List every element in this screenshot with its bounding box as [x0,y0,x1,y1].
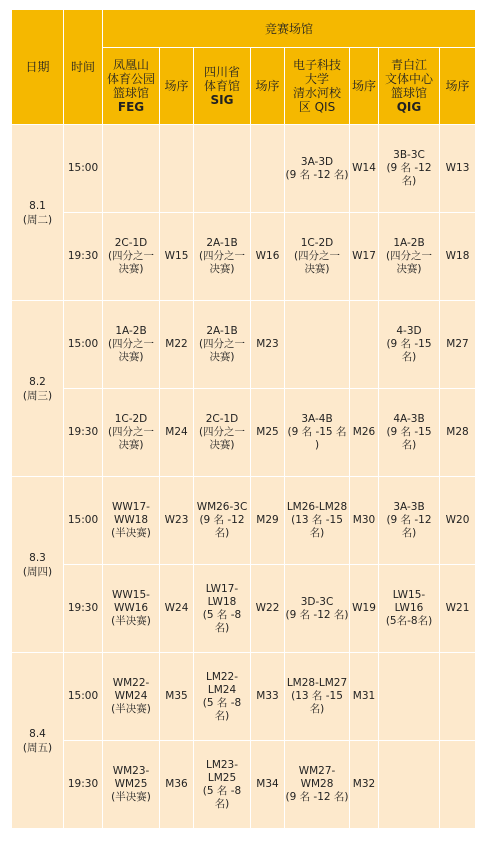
match-line: 4-3D [396,325,422,337]
date-cell [12,477,64,653]
venue-name-line: 清水河校 [292,86,341,100]
match-cell [379,125,440,213]
match-line: WW18 [113,514,149,526]
match-line: LM26-LM28 [286,501,348,513]
match-line: (半决赛) [111,527,151,539]
order-cell: W16 [251,213,285,301]
weekday-value: (周五) [22,741,53,754]
weekday-value: (周三) [22,389,53,402]
match-line: (9 名 -12 [199,514,245,526]
weekday-value: (周二) [22,213,53,226]
venue-header-feg [103,48,160,125]
time-cell: 15:00 [64,653,103,741]
match-cell [285,477,350,565]
order-cell: M31 [350,653,379,741]
match-line: (5名-8名) [385,615,433,627]
order-cell: W15 [160,213,194,301]
table-row [12,301,476,389]
match-cell [285,301,350,389]
match-cell [379,477,440,565]
time-cell: 19:30 [64,389,103,477]
schedule-table [11,9,476,829]
match-line: (四分之一 [107,338,155,350]
table-row [12,213,476,301]
time-cell: 15:00 [64,477,103,565]
order-cell: M32 [350,741,379,829]
venue-code: QIG [396,100,422,114]
match-line: 2A-1B [206,325,238,337]
match-cell [285,653,350,741]
order-cell [440,653,476,741]
match-line: (9 名 -15 名 [287,426,347,438]
match-line: 3B-3C [393,149,425,161]
match-line: WW16 [113,602,149,614]
match-line: (四分之一 [107,250,155,262]
order-cell: W17 [350,213,379,301]
match-line: (9 名 -12 名) [285,608,349,621]
venue-header-qis [285,48,350,125]
match-cell [103,389,160,477]
match-line: LW15- [392,589,426,601]
order-cell: W18 [440,213,476,301]
venue-name-line: 体育公园 [106,72,155,86]
table-row [12,125,476,213]
match-line: (四分之一 [293,250,341,262]
match-line: WM23- [112,765,150,777]
match-line: LM23- [205,758,239,771]
venue-name-line: 电子科技 [292,58,341,72]
match-line: 名) [214,527,230,539]
date-cell [12,125,64,301]
match-line: 决赛) [396,263,422,275]
match-line: (5 名 -8 名) [202,608,242,634]
match-cell [194,477,251,565]
match-line: 3D-3C [300,595,334,608]
order-header: 场序 [350,48,379,125]
match-cell [194,125,251,213]
order-header: 场序 [160,48,194,125]
venue-code: SIG [210,93,234,107]
order-cell: W24 [160,565,194,653]
date-value: 8.3 [29,551,46,564]
match-line: LM25 [207,771,237,784]
match-line: (四分之一 [107,426,155,438]
table-row [12,741,476,829]
match-cell [379,565,440,653]
venue-name-line: 篮球馆 [112,86,149,100]
time-header: 时间 [64,10,103,125]
match-line: ) [314,439,320,451]
match-line: 4A-3B [393,413,425,425]
order-cell: M28 [440,389,476,477]
match-line: 名) [309,703,325,715]
venue-name-line: 凤凰山 [112,58,149,72]
match-line: LW17- [205,582,239,595]
match-cell [285,565,350,653]
time-cell: 19:30 [64,741,103,829]
match-line: (半决赛) [111,703,151,715]
order-cell: M33 [251,653,285,741]
order-cell: M27 [440,301,476,389]
order-cell: M35 [160,653,194,741]
venue-code: FEG [117,100,145,114]
venue-name-line: 篮球馆 [390,86,427,100]
table-row [12,477,476,565]
order-cell: M29 [251,477,285,565]
match-line: 2A-1B [206,237,238,249]
match-line: (四分之一 [198,426,246,438]
match-cell [103,741,160,829]
order-cell: W21 [440,565,476,653]
match-line: WM26-3C [196,501,248,513]
match-line: WM27- [298,765,336,777]
match-line: WM22- [112,677,150,689]
match-line: (半决赛) [111,615,151,627]
match-line: (5 名 -8 名) [202,784,242,810]
order-cell: W19 [350,565,379,653]
match-line: (四分之一 [198,250,246,262]
match-line: 3A-3B [393,501,425,513]
venue-name-line: 区 QIS [298,100,336,114]
match-line: 1A-2B [115,325,147,337]
match-line: LM28-LM27 [286,677,348,689]
match-line: LW16 [394,602,424,614]
match-line: 1C-2D [300,237,334,249]
match-cell [285,389,350,477]
date-value: 8.2 [29,375,46,388]
order-header: 场序 [251,48,285,125]
order-cell [160,125,194,213]
order-cell: M36 [160,741,194,829]
date-cell [12,301,64,477]
order-cell [350,301,379,389]
order-cell: W23 [160,477,194,565]
match-cell [103,477,160,565]
order-cell: M23 [251,301,285,389]
order-cell: W13 [440,125,476,213]
match-line: WW15- [112,589,150,601]
match-line: (9 名 -15 名) [386,338,432,363]
match-cell [194,301,251,389]
table-row [12,565,476,653]
order-cell: M25 [251,389,285,477]
match-line: (9 名 -12 名) [285,791,349,803]
match-cell [379,653,440,741]
table-row [12,653,476,741]
match-cell [379,213,440,301]
venues-group-header: 竞赛场馆 [103,10,476,48]
match-line: 2C-1D [205,413,239,425]
match-line: (5 名 -8 名) [202,696,242,722]
order-cell: M30 [350,477,379,565]
match-cell [194,213,251,301]
match-line: 决赛) [209,351,235,363]
match-line: (半决赛) [111,791,151,803]
match-cell [379,389,440,477]
time-cell: 15:00 [64,125,103,213]
match-cell [379,301,440,389]
match-line: LM24 [207,683,237,696]
match-line: WM25 [114,778,148,790]
match-line: 决赛) [118,439,144,451]
match-line: 决赛) [118,351,144,363]
venue-name-line: 文体中心 [384,72,433,86]
match-cell [103,301,160,389]
match-line: 1A-2B [393,237,425,249]
time-cell: 19:30 [64,565,103,653]
match-line: 名) [309,527,325,539]
match-line: 2C-1D [114,237,148,249]
weekday-value: (周四) [22,565,53,578]
match-line: 决赛) [209,439,235,451]
match-cell [194,565,251,653]
venue-name-line: 大学 [304,72,329,86]
match-line: WW17- [112,501,150,513]
venue-name-line: 四川省 [203,65,240,79]
match-cell [379,741,440,829]
match-cell [103,565,160,653]
match-line: 决赛) [209,263,235,275]
order-cell: W22 [251,565,285,653]
venue-name-line: 青白江 [390,58,427,72]
date-value: 8.4 [29,727,46,740]
venue-name-line: 体育馆 [203,79,240,93]
time-cell: 19:30 [64,213,103,301]
match-cell [194,653,251,741]
match-cell [103,653,160,741]
match-cell [285,213,350,301]
table-row [12,389,476,477]
order-cell [440,741,476,829]
time-cell: 15:00 [64,301,103,389]
match-line: 决赛) [304,263,330,275]
match-line: (四分之一 [385,250,433,262]
date-cell [12,653,64,829]
match-cell [103,213,160,301]
match-line: (9 名 -12 名) [386,514,432,539]
order-cell: M24 [160,389,194,477]
match-line: 1C-2D [114,413,148,425]
order-cell: W20 [440,477,476,565]
match-line: LW18 [207,595,237,608]
match-line: 3A-3D [300,155,334,168]
match-line: (9 名 -12 名) [285,168,349,181]
match-line: (13 名 -15 [291,514,343,526]
match-cell [194,389,251,477]
date-header: 日期 [12,10,64,125]
order-cell [251,125,285,213]
match-line: (9 名 -15 名) [386,426,432,451]
match-cell [103,125,160,213]
match-cell [194,741,251,829]
venue-header-sig [194,48,251,125]
order-header: 场序 [440,48,476,125]
venue-header-qig [379,48,440,125]
match-line: LM22- [205,670,239,683]
order-cell: M26 [350,389,379,477]
match-line: WM24 [114,690,148,702]
match-cell [285,741,350,829]
match-line: (9 名 -12 名) [386,162,432,187]
match-line: (四分之一 [198,338,246,350]
date-value: 8.1 [29,199,46,212]
order-cell: M22 [160,301,194,389]
order-cell: M34 [251,741,285,829]
order-cell: W14 [350,125,379,213]
match-line: 3A-4B [301,413,333,425]
match-line: 决赛) [118,263,144,275]
match-line: WM28 [300,778,334,790]
match-cell [285,125,350,213]
match-line: (13 名 -15 [291,690,343,702]
